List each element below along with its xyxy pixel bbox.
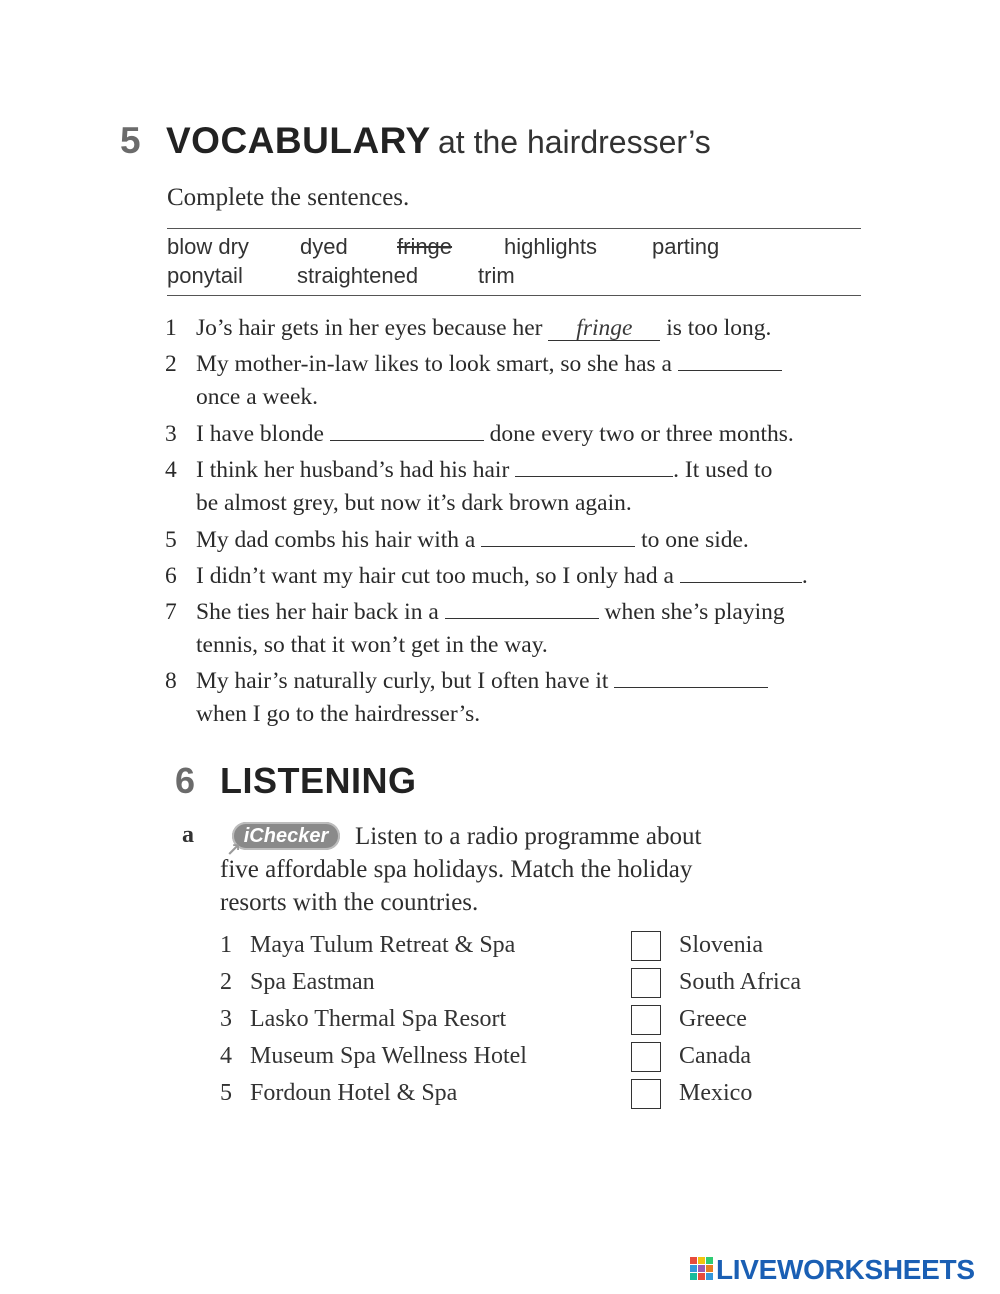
- section-number: 5: [120, 120, 141, 161]
- sentence-text: Jo’s hair gets in her eyes because her: [196, 315, 543, 341]
- answer-box[interactable]: [631, 1042, 661, 1072]
- sentence-number: 8: [165, 668, 177, 694]
- word-box-top-rule: [167, 228, 861, 229]
- example-answer: fringe: [548, 316, 660, 341]
- resort-item: [220, 1080, 457, 1107]
- sentence-text: tennis, so that it won’t get in the way.: [196, 632, 548, 658]
- brand-name: LIVEWORKSHEETS: [716, 1254, 975, 1285]
- resort-item: [220, 1006, 506, 1033]
- instruction-text: five affordable spa holidays. Match the holiday: [220, 856, 693, 883]
- section-number: 6: [175, 760, 196, 801]
- sentence-5: [165, 524, 749, 557]
- sentence-8: [165, 665, 768, 731]
- section-title: LISTENING: [220, 760, 417, 801]
- sentence-number: 6: [165, 563, 177, 589]
- country-name: Slovenia: [679, 932, 763, 958]
- country-name: South Africa: [679, 969, 801, 995]
- sentence-text: My mother-in-law likes to look smart, so she has a: [196, 351, 672, 377]
- sentence-text: My dad combs his hair with a: [196, 527, 476, 553]
- answer-blank[interactable]: [680, 560, 802, 583]
- country-name: Mexico: [679, 1080, 753, 1106]
- answer-blank[interactable]: [515, 454, 673, 477]
- sentence-text: when she’s playing: [604, 599, 785, 625]
- answer-box[interactable]: [631, 1005, 661, 1035]
- sentence-text: when I go to the hairdresser’s.: [196, 701, 481, 727]
- resort-name: Museum Spa Wellness Hotel: [250, 1043, 527, 1069]
- liveworksheets-logo-icon: [690, 1257, 714, 1281]
- instruction-text: Complete the sentences.: [167, 184, 410, 211]
- sentence-number: 1: [165, 315, 177, 341]
- sentence-1: [165, 312, 771, 345]
- resort-number: 5: [220, 1080, 232, 1106]
- sentence-text: be almost grey, but now it’s dark brown again.: [196, 490, 632, 516]
- answer-blank[interactable]: [330, 418, 484, 441]
- sentence-text: .: [801, 563, 808, 589]
- sentence-text: to one side.: [641, 527, 749, 553]
- resort-name: Spa Eastman: [250, 969, 375, 995]
- section-title: VOCABULARY: [166, 120, 431, 161]
- word-box-item: parting: [652, 234, 720, 259]
- sentence-4: [165, 454, 772, 520]
- sentence-7: [165, 596, 785, 662]
- sentence-text: I didn’t want my hair cut too much, so I only had a: [196, 563, 674, 589]
- instruction-text: Listen to a radio programme about: [355, 823, 702, 850]
- cursor-icon: ↗: [226, 840, 242, 860]
- resort-name: Maya Tulum Retreat & Spa: [250, 932, 516, 958]
- sentence-number: 2: [165, 351, 177, 377]
- country-name: Canada: [679, 1043, 751, 1069]
- section-subtitle: at the hairdresser’s: [438, 124, 711, 160]
- answer-box[interactable]: [631, 968, 661, 998]
- answer-blank[interactable]: [614, 665, 768, 688]
- resort-name: Lasko Thermal Spa Resort: [250, 1006, 507, 1032]
- resort-item: [220, 969, 375, 996]
- word-box-item: trim: [478, 263, 515, 288]
- resort-number: 2: [220, 969, 232, 995]
- resort-name: Fordoun Hotel & Spa: [250, 1080, 458, 1106]
- sentence-2: [165, 348, 782, 414]
- answer-blank[interactable]: [678, 348, 782, 371]
- resort-item: [220, 1043, 527, 1070]
- sentence-text: My hair’s naturally curly, but I often have it: [196, 668, 609, 694]
- resort-number: 3: [220, 1006, 232, 1032]
- word-box-item: straightened: [297, 263, 419, 288]
- answer-box[interactable]: [631, 931, 661, 961]
- sentence-text: She ties her hair back in a: [196, 599, 439, 625]
- exercise-part-label: a: [182, 822, 194, 848]
- sentence-text: I think her husband’s had his hair: [196, 457, 510, 483]
- word-box-item: highlights: [504, 234, 597, 259]
- sentence-text: once a week.: [196, 384, 318, 410]
- word-box-item: ponytail: [167, 263, 243, 288]
- sentence-number: 7: [165, 599, 177, 625]
- sentence-text: is too long.: [666, 315, 772, 341]
- country-name: Greece: [679, 1006, 747, 1032]
- sentence-number: 5: [165, 527, 177, 553]
- answer-box[interactable]: [631, 1079, 661, 1109]
- sentence-text: done every two or three months.: [489, 421, 794, 447]
- sentence-6: [165, 560, 808, 593]
- instruction-text: resorts with the countries.: [220, 889, 479, 916]
- resort-number: 1: [220, 932, 232, 958]
- ichecker-badge: [226, 822, 340, 860]
- sentence-text: I have blonde: [196, 421, 324, 447]
- word-box-item-used: fringe: [397, 234, 453, 259]
- resort-number: 4: [220, 1043, 232, 1069]
- ichecker-label: iChecker: [243, 825, 329, 847]
- answer-blank[interactable]: [445, 596, 599, 619]
- word-box-bottom-rule: [167, 295, 861, 296]
- word-box-item: dyed: [300, 234, 348, 259]
- sentence-3: [165, 418, 794, 451]
- sentence-number: 4: [165, 457, 177, 483]
- sentence-number: 3: [165, 421, 177, 447]
- word-box-item: blow dry: [167, 234, 249, 259]
- resort-item: [220, 932, 515, 959]
- sentence-text: . It used to: [673, 457, 773, 483]
- answer-blank[interactable]: [481, 524, 635, 547]
